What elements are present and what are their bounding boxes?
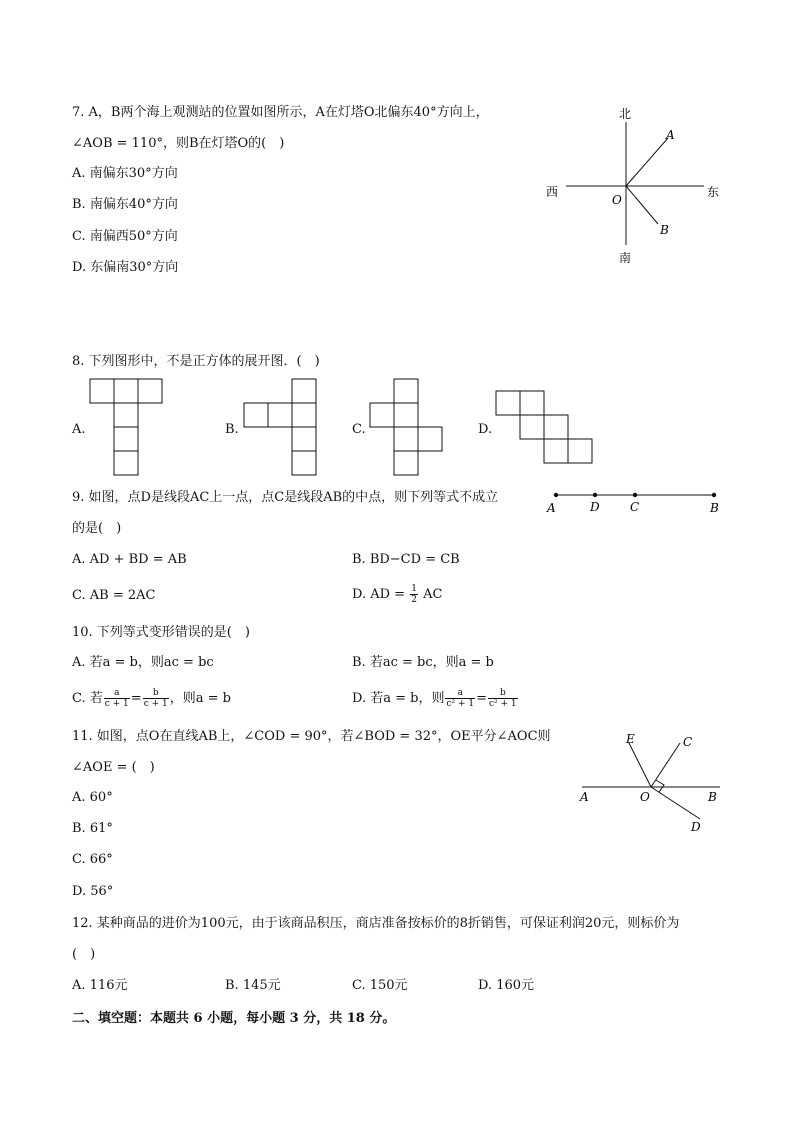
q11-ray-od <box>651 787 700 819</box>
q11-option-d: D. 56° <box>72 884 114 899</box>
q12-stem-line1: 12. 某种商品的进价为100元，由于该商品积压，商店准备按标价的8折销售，可保证利润20元，则标价为 <box>72 916 680 931</box>
q9-point-d <box>593 493 597 497</box>
q11-label-d: D <box>691 820 701 834</box>
q10-option-b: B. 若ac = bc，则a = b <box>352 655 494 670</box>
q7-label-a: A <box>666 128 675 142</box>
q12-option-a: A. 116元 <box>72 978 128 993</box>
q11-stem-line2: ∠AOE = ( ) <box>72 760 155 775</box>
q10-option-d-f2-den: c² + 1 <box>489 699 517 709</box>
q9-option-d <box>352 584 442 605</box>
q10-option-d-fraction-right <box>488 688 518 709</box>
q7-label-east: 东 <box>707 185 720 199</box>
q11-label-e: E <box>626 732 635 746</box>
q10-option-c-f2-den: c + 1 <box>143 699 168 709</box>
q7-label-south: 南 <box>619 251 632 265</box>
q10-stem: 10. 下列等式变形错误的是( ) <box>72 625 250 640</box>
q9-option-d-suffix: AC <box>423 587 443 602</box>
q8-net-a <box>89 378 165 476</box>
q7-stem-line2: ∠AOB = 110°，则B在灯塔O的( ) <box>72 136 285 151</box>
q11-ray-oc <box>651 743 680 787</box>
q10-option-c-fraction-left <box>104 688 130 709</box>
q8-net-d <box>495 390 595 466</box>
q7-ray-oa <box>626 138 668 186</box>
q9-option-a: A. AD + BD = AB <box>72 552 187 567</box>
q10-option-d-f1-num: a <box>445 688 475 699</box>
q8-label-d: D. <box>478 422 493 437</box>
q10-option-d-prefix: D. 若a = b，则 <box>352 691 445 706</box>
q9-point-a <box>554 493 558 497</box>
q8-net-c <box>369 378 445 476</box>
q11-label-o: O <box>640 790 650 804</box>
q10-option-d <box>352 688 519 709</box>
q9-option-b: B. BD−CD = CB <box>352 552 460 567</box>
q11-label-c: C <box>683 735 693 749</box>
q9-segment-figure <box>540 485 730 520</box>
q9-label-a: A <box>547 501 556 515</box>
q11-right-angle-mark <box>656 780 664 792</box>
q12-stem-line2: ( ) <box>72 947 96 962</box>
q7-option-d: D. 东偏南30°方向 <box>72 260 179 275</box>
q9-label-c: C <box>630 500 640 514</box>
q10-option-c-f2-num: b <box>143 688 169 699</box>
q9-option-c: C. AB = 2AC <box>72 588 156 603</box>
q9-option-d-num: 1 <box>411 584 417 594</box>
q11-option-b: B. 61° <box>72 821 113 836</box>
q7-option-b: B. 南偏东40°方向 <box>72 197 178 212</box>
q10-option-c <box>72 688 231 709</box>
q11-option-c: C. 66° <box>72 852 113 867</box>
q10-option-d-eq: = <box>476 691 488 706</box>
q7-label-b: B <box>660 223 669 237</box>
q11-label-a: A <box>580 790 589 804</box>
q9-option-d-fraction <box>410 584 418 605</box>
q11-stem-line1: 11. 如图，点O在直线AB上，∠COD = 90°，若∠BOD = 32°，OE平分∠AOC则 <box>72 729 551 744</box>
q8-stem: 8. 下列图形中，不是正方体的展开图．( ) <box>72 354 320 369</box>
q10-option-c-fraction-right <box>143 688 169 709</box>
q11-label-b: B <box>708 790 717 804</box>
q11-angle-figure <box>572 725 732 835</box>
q10-option-d-f1-den: c² + 1 <box>446 699 475 709</box>
q10-option-c-f1-num: a <box>104 688 130 699</box>
q10-option-d-f2-num: b <box>488 688 518 699</box>
q9-option-d-prefix: D. AD = <box>352 587 406 602</box>
q9-label-d: D <box>590 500 600 514</box>
q10-option-d-fraction-left <box>445 688 475 709</box>
q9-stem-line2: 的是( ) <box>72 521 122 536</box>
q7-compass-figure <box>540 100 730 270</box>
q7-label-o: O <box>612 193 622 207</box>
q12-option-d: D. 160元 <box>478 978 535 993</box>
q12-option-c: C. 150元 <box>352 978 408 993</box>
section-2-heading: 二、填空题：本题共 6 小题，每小题 3 分，共 18 分。 <box>72 1011 396 1026</box>
q7-ray-ob <box>626 186 658 224</box>
q8-label-c: C. <box>352 422 366 437</box>
q10-option-c-eq: = <box>130 691 142 706</box>
q9-stem-line1: 9. 如图，点D是线段AC上一点，点C是线段AB的中点，则下列等式不成立 <box>72 490 499 505</box>
q8-net-b <box>243 378 319 476</box>
q7-option-c: C. 南偏西50°方向 <box>72 229 178 244</box>
q7-option-a: A. 南偏东30°方向 <box>72 166 178 181</box>
q7-label-west: 西 <box>546 185 559 199</box>
q9-option-d-den: 2 <box>411 595 417 605</box>
q7-label-north: 北 <box>619 107 632 121</box>
q12-option-b: B. 145元 <box>225 978 281 993</box>
q9-point-b <box>712 493 716 497</box>
q9-point-c <box>633 493 637 497</box>
q11-option-a: A. 60° <box>72 790 113 805</box>
q9-label-b: B <box>710 501 719 515</box>
q8-label-a: A. <box>72 422 86 437</box>
q11-ray-oe <box>629 743 651 787</box>
q10-option-c-prefix: C. 若 <box>72 691 103 706</box>
q8-label-b: B. <box>225 422 239 437</box>
q10-option-c-f1-den: c + 1 <box>104 699 129 709</box>
q10-option-c-suffix: ，则a = b <box>169 691 231 706</box>
q7-stem-line1: 7. A，B两个海上观测站的位置如图所示，A在灯塔O北偏东40°方向上， <box>72 105 489 120</box>
q10-option-a: A. 若a = b，则ac = bc <box>72 655 214 670</box>
